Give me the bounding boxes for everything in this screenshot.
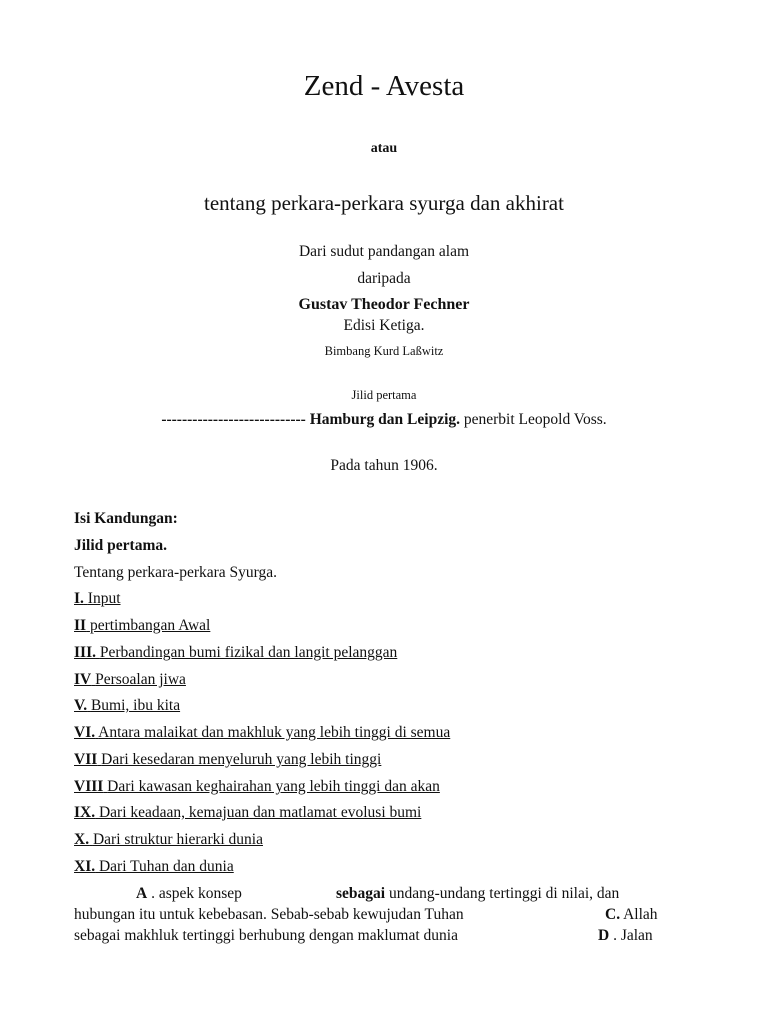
chapter-link-3[interactable]: III. Perbandingan bumi fizikal dan langit pelanggan <box>74 644 398 661</box>
summary-line1-rest: sebagai undang-undang tertinggi di nilai, dan <box>336 885 620 902</box>
chapter-link-1[interactable]: I. Input <box>74 590 121 607</box>
contents-section: Tentang perkara-perkara Syurga. <box>74 564 278 581</box>
editor-line: Bimbang Kurd Laßwitz <box>324 344 444 358</box>
summary-item-d: D . Jalan <box>598 927 653 944</box>
publisher-name: penerbit Leopold Voss. <box>463 411 607 428</box>
chapter-link-10[interactable]: X. Dari struktur hierarki dunia <box>74 831 263 848</box>
contents-heading: Isi Kandungan: <box>74 510 178 527</box>
chapter-summary-paragraph <box>74 884 694 948</box>
summary-line3: sebagai makhluk tertinggi berhubung dengan maklumat dunia <box>74 927 458 944</box>
chapter-link-11[interactable]: XI. Dari Tuhan dan dunia <box>74 858 234 875</box>
contents-volume: Jilid pertama. <box>74 537 167 554</box>
daripada-line: daripada <box>357 270 411 287</box>
document-subtitle: tentang perkara-perkara syurga dan akhirat <box>204 191 564 215</box>
summary-item-a: A . aspek konsep <box>136 885 242 902</box>
perspective-line: Dari sudut pandangan alam <box>298 243 469 260</box>
chapter-link-9[interactable]: IX. Dari keadaan, kemajuan dan matlamat evolusi bumi <box>74 804 422 821</box>
chapter-link-5[interactable]: V. Bumi, ibu kita <box>74 697 181 714</box>
summary-line2: hubungan itu untuk kebebasan. Sebab-sebab kewujudan Tuhan <box>74 906 464 923</box>
publication-year: Pada tahun 1906. <box>330 457 438 474</box>
publisher-dashes: ---------------------------- <box>161 411 306 428</box>
publisher-place: Hamburg dan Leipzig. <box>309 411 461 428</box>
chapter-link-6[interactable]: VI. Antara malaikat dan makhluk yang lebih tinggi di semua <box>74 724 451 741</box>
conjunction-atau: atau <box>370 141 398 156</box>
chapter-link-2[interactable]: II pertimbangan Awal <box>74 617 211 634</box>
author-name: Gustav Theodor Fechner <box>298 296 470 313</box>
chapter-link-4[interactable]: IV Persoalan jiwa <box>74 671 186 688</box>
publisher-line <box>0 411 768 429</box>
summary-item-c: C. Allah <box>605 906 658 923</box>
volume-line: Jilid pertama <box>351 388 417 402</box>
chapter-link-8[interactable]: VIII Dari kawasan keghairahan yang lebih tinggi dan akan <box>74 778 440 795</box>
chapter-link-7[interactable]: VII Dari kesedaran menyeluruh yang lebih tinggi <box>74 751 382 768</box>
document-title: Zend - Avesta <box>303 70 465 102</box>
edition-line: Edisi Ketiga. <box>343 317 425 334</box>
